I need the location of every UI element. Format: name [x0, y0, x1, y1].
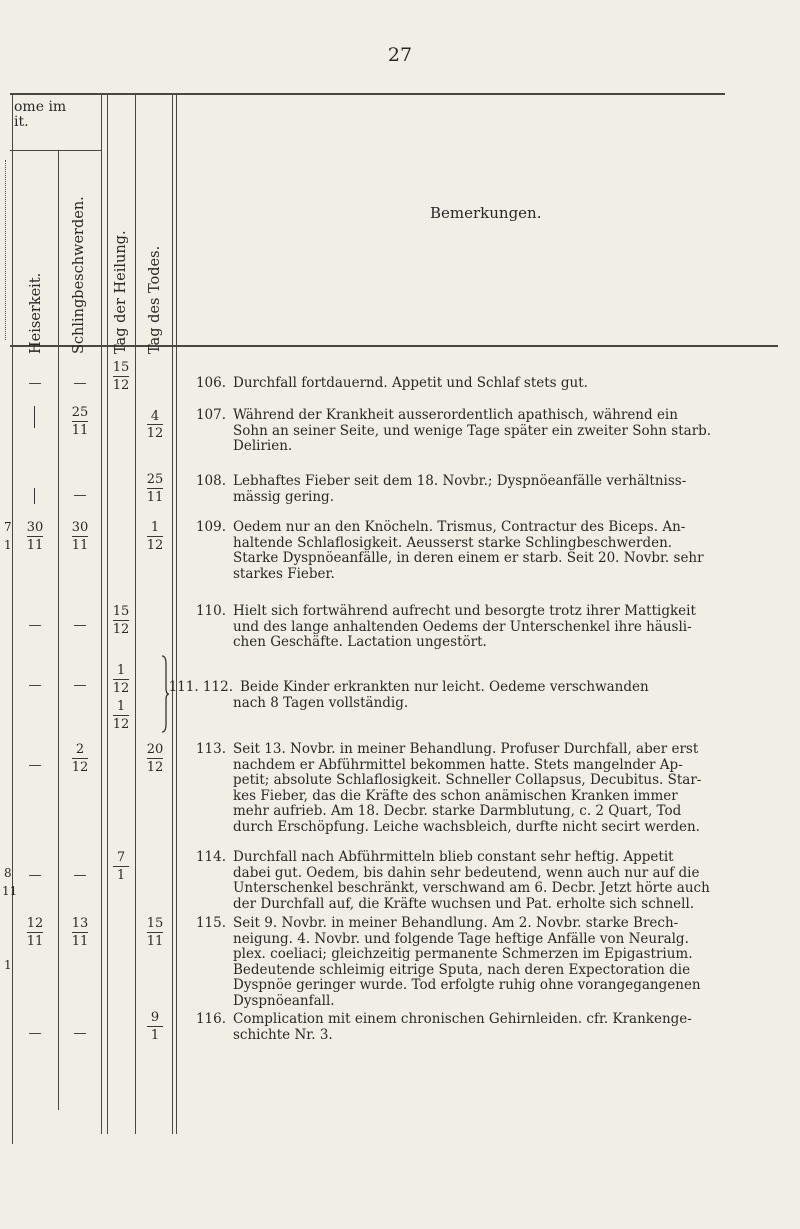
heilung-106-num: 15	[112, 360, 130, 375]
remark-line: Oedem nur an den Knöcheln. Trismus, Contractur des Biceps. An-	[233, 519, 686, 535]
remark-line: durch Erschöpfung. Leiche wachsbleich, durfte nicht secirt werden.	[233, 818, 700, 835]
todes-109-num: 1	[150, 520, 160, 535]
remark-number: 111. 112.	[168, 679, 233, 695]
fraction-bar	[113, 715, 129, 716]
remark-line: petit; absolute Schlaflosigkeit. Schneller Collapsus, Decubitus. Star-	[233, 772, 702, 789]
todes-115-den: 11	[146, 934, 164, 949]
todes-116-den: 1	[150, 1028, 160, 1043]
remark-line: kes Fieber, das die Kräfte des schon anämischen Kranken immer	[233, 787, 678, 804]
remark-line: Durchfall nach Abführmitteln blieb constant sehr heftig. Appetit	[233, 849, 674, 865]
remark-107	[185, 408, 785, 455]
todes-113-den: 12	[146, 760, 164, 775]
todes-108-den: 11	[146, 490, 164, 505]
margin-fragment: 11	[2, 884, 18, 898]
schling-106: —	[73, 376, 87, 391]
todes-109-den: 12	[146, 538, 164, 553]
remark-line: Complication mit einem chronischen Gehirnleiden. cfr. Krankenge-	[233, 1011, 692, 1027]
remark-number: 107.	[195, 407, 226, 423]
fraction-bar	[147, 488, 163, 489]
remark-line: Dyspnöe geringer wurde. Tod erfolgte ruhig ohne vorangegangenen	[233, 977, 701, 994]
fraction-bar	[72, 536, 88, 537]
remark-111-112	[168, 679, 785, 711]
remark-number: 106.	[195, 375, 226, 391]
col-sep-0	[12, 94, 13, 1144]
bracket-line	[34, 406, 35, 428]
table-top-rule	[10, 93, 725, 95]
remark-number: 109.	[195, 519, 226, 535]
fraction-bar	[147, 536, 163, 537]
col-header-schlingbeschwerden: Schlingbeschwerden.	[71, 196, 87, 354]
remark-line: Beide Kinder erkrankten nur leicht. Oedeme verschwanden	[240, 679, 649, 695]
remark-line: Unterschenkel beschränkt, verschwand am 6. Decbr. Jetzt hörte auch	[233, 880, 710, 897]
remark-line: mässig gering.	[233, 488, 334, 505]
heiserkeit-114: —	[28, 868, 42, 883]
schling-113-num: 2	[75, 742, 85, 757]
remark-line: chen Geschäfte. Lactation ungestört.	[233, 634, 487, 651]
remark-line: Seit 9. Novbr. in meiner Behandlung. Am 2. Novbr. starke Brech-	[233, 915, 679, 931]
col-sep-6	[176, 94, 177, 1134]
margin-fragment: 7	[4, 520, 12, 534]
remark-113	[185, 742, 785, 836]
col-sep-5	[172, 94, 173, 1134]
todes-107-den: 12	[146, 426, 164, 441]
heiserkeit-115-num: 12	[26, 916, 44, 931]
col-header-tag-der-heilung: Tag der Heilung.	[113, 230, 129, 354]
remark-line: Starke Dyspnöeanfälle, in deren einem er starb. Seit 20. Novbr. sehr	[233, 550, 704, 567]
fraction-bar	[72, 758, 88, 759]
remark-number: 110.	[195, 603, 226, 619]
schling-109-num: 30	[71, 520, 89, 535]
col-sep-1	[58, 150, 59, 1110]
remark-line: dabei gut. Oedem, bis dahin sehr bedeutend, wenn auch nur auf die	[233, 864, 700, 881]
heilung-106-den: 12	[112, 378, 130, 393]
schling-108: —	[73, 488, 87, 503]
remark-106	[185, 376, 785, 392]
remark-line: und des lange anhaltenden Oedems der Unterschenkel ihre häusli-	[233, 618, 692, 635]
fraction-bar	[113, 679, 129, 680]
header-fragment	[14, 100, 66, 130]
heilung-112-num: 1	[116, 699, 126, 714]
remark-line: starkes Fieber.	[233, 565, 335, 582]
remark-number: 108.	[195, 473, 226, 489]
remark-line: mehr aufrieb. Am 18. Decbr. starke Darmblutung, c. 2 Quart, Tod	[233, 803, 682, 820]
remark-116	[185, 1012, 785, 1043]
schling-115-den: 11	[71, 934, 89, 949]
fraction-bar	[113, 866, 129, 867]
remark-number: 116.	[195, 1011, 226, 1027]
remark-115	[185, 916, 785, 1010]
fraction-bar	[72, 932, 88, 933]
heilung-112-den: 12	[112, 717, 130, 732]
remark-line: Sohn an seiner Seite, und wenige Tage später ein zweiter Sohn starb.	[233, 422, 712, 439]
fraction-bar	[27, 932, 43, 933]
page-number: 27	[387, 44, 413, 66]
schling-110: —	[73, 618, 87, 633]
fraction-bar	[72, 421, 88, 422]
dotted-margin	[5, 160, 6, 340]
remark-line: haltende Schlaflosigkeit. Aeusserst starke Schlingbeschwerden.	[233, 534, 673, 551]
schling-114: —	[73, 868, 87, 883]
remark-line: Bedeutende schleimig eitrige Sputa, nach deren Expectoration die	[233, 961, 691, 978]
todes-108-num: 25	[146, 472, 164, 487]
heiserkeit-110: —	[28, 618, 42, 633]
remark-114	[185, 850, 785, 912]
schling-116: —	[73, 1026, 87, 1041]
remark-number: 113.	[195, 741, 226, 757]
heilung-110-num: 15	[112, 604, 130, 619]
heilung-114-den: 1	[116, 868, 126, 883]
remark-line: neigung. 4. Novbr. und folgende Tage heftige Anfälle von Neuralg.	[233, 930, 689, 947]
remark-line: Seit 13. Novbr. in meiner Behandlung. Profuser Durchfall, aber erst	[233, 741, 699, 757]
remark-line: nachdem er Abführmittel bekommen hatte. Stets mangelnder Ap-	[233, 756, 683, 773]
remark-number: 115.	[195, 915, 226, 931]
heiserkeit-111: —	[28, 678, 42, 693]
col-header-bemerkungen: Bemerkungen.	[430, 204, 542, 222]
remark-line: nach 8 Tagen vollständig.	[233, 694, 409, 711]
col-header-heiserkeit: Heiserkeit.	[28, 272, 44, 354]
remark-line: der Durchfall auf, die Kräfte wuchsen und Pat. erholte sich schnell.	[233, 895, 695, 912]
remark-line: plex. coeliaci; gleichzeitig permanente Schmerzen im Epigastrium.	[233, 946, 693, 963]
fraction-bar	[27, 536, 43, 537]
remark-line: Während der Krankheit ausserordentlich apathisch, während ein	[233, 407, 678, 423]
remark-line: Hielt sich fortwährend aufrecht und besorgte trotz ihrer Mattigkeit	[233, 603, 696, 619]
col-header-tag-des-todes: Tag des Todes.	[147, 245, 163, 354]
schling-113-den: 12	[71, 760, 89, 775]
remark-number: 114.	[195, 849, 226, 865]
heiserkeit-116: —	[28, 1026, 42, 1041]
header-subrule	[10, 150, 102, 151]
heiserkeit-109-num: 30	[26, 520, 44, 535]
remark-line: Lebhaftes Fieber seit dem 18. Novbr.; Dyspnöeanfälle verhältniss-	[233, 473, 687, 489]
header-fragment-line2: it.	[14, 114, 29, 130]
schling-107-num: 25	[71, 405, 89, 420]
fraction-bar	[147, 932, 163, 933]
remark-line: Dyspnöeanfall.	[233, 992, 335, 1009]
todes-115-num: 15	[146, 916, 164, 931]
schling-109-den: 11	[71, 538, 89, 553]
remark-109	[185, 520, 785, 582]
margin-fragment: 1	[4, 958, 12, 972]
remark-line: Durchfall fortdauernd. Appetit und Schlaf stets gut.	[233, 375, 588, 391]
fraction-bar	[147, 424, 163, 425]
heilung-110-den: 12	[112, 622, 130, 637]
todes-116-num: 9	[150, 1010, 160, 1025]
heiserkeit-115-den: 11	[26, 934, 44, 949]
heiserkeit-106: —	[28, 376, 42, 391]
schling-107-den: 11	[71, 423, 89, 438]
remark-110	[185, 604, 785, 651]
fraction-bar	[147, 1026, 163, 1027]
fraction-bar	[113, 376, 129, 377]
margin-fragment: 1	[4, 538, 12, 552]
remark-line: schichte Nr. 3.	[233, 1026, 333, 1043]
fraction-bar	[113, 620, 129, 621]
header-fragment-line1: ome im	[14, 99, 67, 115]
remark-line: Delirien.	[233, 438, 293, 455]
todes-107-num: 4	[150, 409, 160, 424]
heiserkeit-113: —	[28, 758, 42, 773]
schling-115-num: 13	[71, 916, 89, 931]
col-sep-2	[101, 94, 102, 1134]
heiserkeit-109-den: 11	[26, 538, 44, 553]
heilung-114-num: 7	[116, 850, 126, 865]
heilung-111-num: 1	[116, 663, 126, 678]
margin-fragment: 8	[4, 866, 12, 880]
todes-113-num: 20	[146, 742, 164, 757]
fraction-bar	[147, 758, 163, 759]
bracket-line	[34, 488, 35, 504]
schling-111: —	[73, 678, 87, 693]
remark-108	[185, 474, 785, 505]
heilung-111-den: 12	[112, 681, 130, 696]
